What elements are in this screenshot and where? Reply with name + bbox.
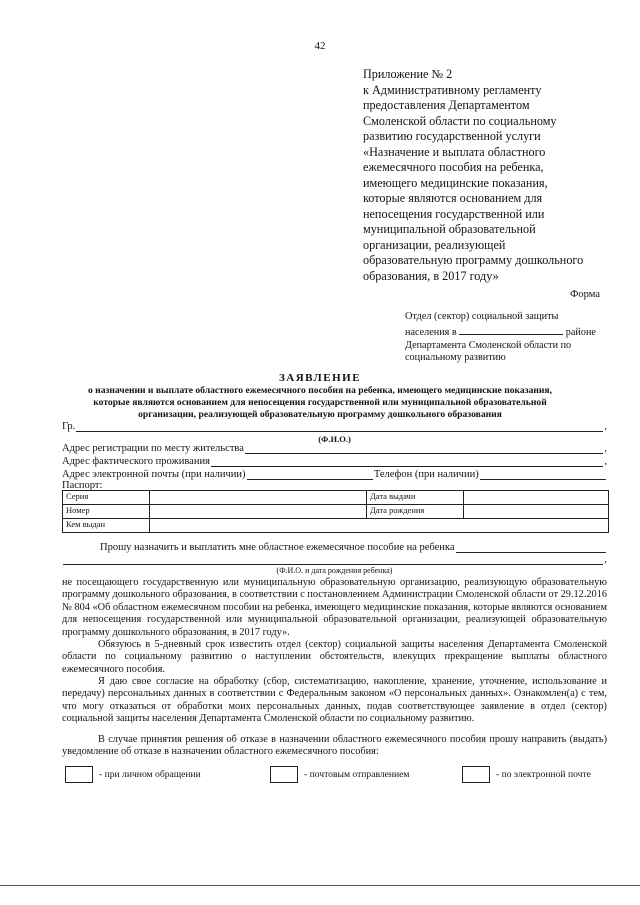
appendix-line: муниципальной образовательной [363, 222, 536, 236]
appendix-line: образовательную программу дошкольного [363, 253, 584, 267]
option-mail[interactable] [270, 766, 410, 783]
checkbox-personal[interactable] [65, 766, 93, 783]
issued-by-label: Кем выдан [63, 519, 150, 533]
appendix-line: имеющего медицинские показания, [363, 175, 548, 190]
request-row [62, 542, 607, 553]
reg-address-field[interactable] [245, 443, 603, 454]
fio-caption: (Ф.И.О.) [318, 434, 351, 444]
gr-label: Гр. [62, 421, 76, 432]
option-personal[interactable] [65, 766, 201, 783]
department-block [405, 311, 620, 365]
department-line: Департамента Смоленской области по [405, 339, 572, 351]
request-text: Прошу назначить и выплатить мне областное ежемесячное пособие на ребенка [100, 542, 455, 553]
phone-label: Телефон (при наличии) [373, 469, 479, 480]
appendix-line: организации, реализующей [363, 237, 506, 252]
option-mail-label: - почтовым отправлением [304, 769, 410, 780]
birth-date-field[interactable] [464, 505, 609, 519]
table-row [63, 519, 609, 533]
appendix-line: развитию государственной услуги [363, 129, 541, 143]
appendix-line: ежемесячного пособия на ребенка, [363, 160, 544, 174]
email-label: Адрес электронной почты (при наличии) [62, 469, 246, 480]
appendix-line: Приложение № 2 [363, 67, 453, 81]
actual-address-row [62, 456, 607, 467]
checkbox-mail[interactable] [270, 766, 298, 783]
reg-address-row [62, 443, 607, 454]
passport-label: Паспорт: [62, 480, 103, 491]
comma: , [604, 421, 607, 432]
email-field[interactable] [247, 469, 373, 480]
child-field[interactable] [456, 542, 606, 553]
issue-date-field[interactable] [464, 491, 609, 505]
appendix-line: «Назначение и выплата областного [363, 144, 546, 159]
department-line: социальному развитию [405, 352, 506, 364]
appendix-line: которые являются основанием для [363, 191, 543, 205]
issue-date-label: Дата выдачи [367, 491, 464, 505]
option-email[interactable] [462, 766, 591, 783]
document-title: ЗАЯВЛЕНИЕ [278, 372, 362, 384]
paragraph-consent: Я даю свое согласие на обработку (сбор, систематизацию, накопление, хранение, уточнение, использование и передачу) персональных данных в соответствии с Федеральным законом «О персональных данных». Ознакомлен(а) с тем, что могу отказаться от обработки моих персональных данных, подав соответствующее заявление в отдел (сектор) социальной защиты населения Департамента Смоленской области по социальному развитию. [62, 676, 607, 725]
actual-address-field[interactable] [211, 456, 603, 467]
paragraph-refusal: В случае принятия решения об отказе в назначении областного ежемесячного пособия прошу направить (выдать) уведомление об отказе в назначении областного ежемесячного пособия: [62, 734, 607, 758]
department-suffix: районе [565, 326, 596, 338]
department-line: Отдел (сектор) социальной защиты [405, 311, 559, 322]
footer-divider [0, 885, 640, 886]
comma: , [604, 456, 607, 467]
appendix-line: образования, в 2017 году» [363, 268, 499, 283]
appendix-line: непосещения государственной или [363, 206, 545, 221]
series-label: Серия [63, 491, 150, 505]
checkbox-email[interactable] [462, 766, 490, 783]
table-row [63, 491, 609, 505]
table-row [63, 505, 609, 519]
reg-address-label: Адрес регистрации по месту жительства [62, 443, 244, 454]
appendix-line: предоставления Департаментом [363, 98, 530, 112]
department-prefix: населения в [405, 326, 457, 338]
birth-date-label: Дата рождения [367, 505, 464, 519]
paragraph-legal-basis: не посещающего государственную или муниципальную образовательную организацию, реализующую образовательную программу дошкольного образования, в соответствии с постановлением Администрации Смоленской области от 29.12.2016 № 804 «Об областном ежемесячном пособии на ребенка, имеющего медицинские показания, которые являются основанием для непосещения государственной или муниципальной образовательной организации, реализующей образовательную программу дошкольного образования, в 2017 году». [62, 577, 607, 638]
series-field[interactable] [150, 491, 367, 505]
child-field-continuation[interactable] [63, 554, 603, 565]
number-label: Номер [63, 505, 150, 519]
comma: , [604, 443, 607, 454]
child-caption: (Ф.И.О. и дата рождения ребенка) [276, 566, 393, 575]
paragraph-obligation: Обязуюсь в 5-дневный срок известить отдел (сектор) социальной защиты населения Департамента Смоленской области по социальному развитию о наступлении обстоятельств, влекущих прекращение выплаты областного ежемесячного пособия. [62, 639, 607, 675]
appendix-line: к Административному регламенту [363, 82, 542, 97]
applicant-name-field[interactable] [76, 421, 603, 432]
document-subtitle: о назначении и выплате областного ежемесячного пособия на ребенка, имеющего медицинские показания, которые являются основанием для непосещения государственной или муниципальной образовательной организации, реализующей образовательную программу дошкольного образования [87, 385, 553, 421]
form-label: Форма [570, 289, 600, 300]
number-field[interactable] [150, 505, 367, 519]
phone-field[interactable] [480, 469, 606, 480]
child-continuation-row [62, 554, 607, 565]
page-number: 42 [314, 40, 326, 52]
district-field[interactable] [459, 324, 563, 335]
actual-address-label: Адрес фактического проживания [62, 456, 210, 467]
issued-by-field[interactable] [150, 519, 609, 533]
appendix-line: Смоленской области по социальному [363, 113, 557, 128]
contact-row [62, 469, 607, 480]
option-email-label: - по электронной почте [496, 769, 591, 780]
passport-table [62, 490, 609, 533]
comma: , [604, 554, 607, 565]
department-line [405, 324, 620, 340]
applicant-row [62, 421, 607, 432]
option-personal-label: - при личном обращении [99, 769, 201, 780]
appendix-header [363, 67, 613, 284]
